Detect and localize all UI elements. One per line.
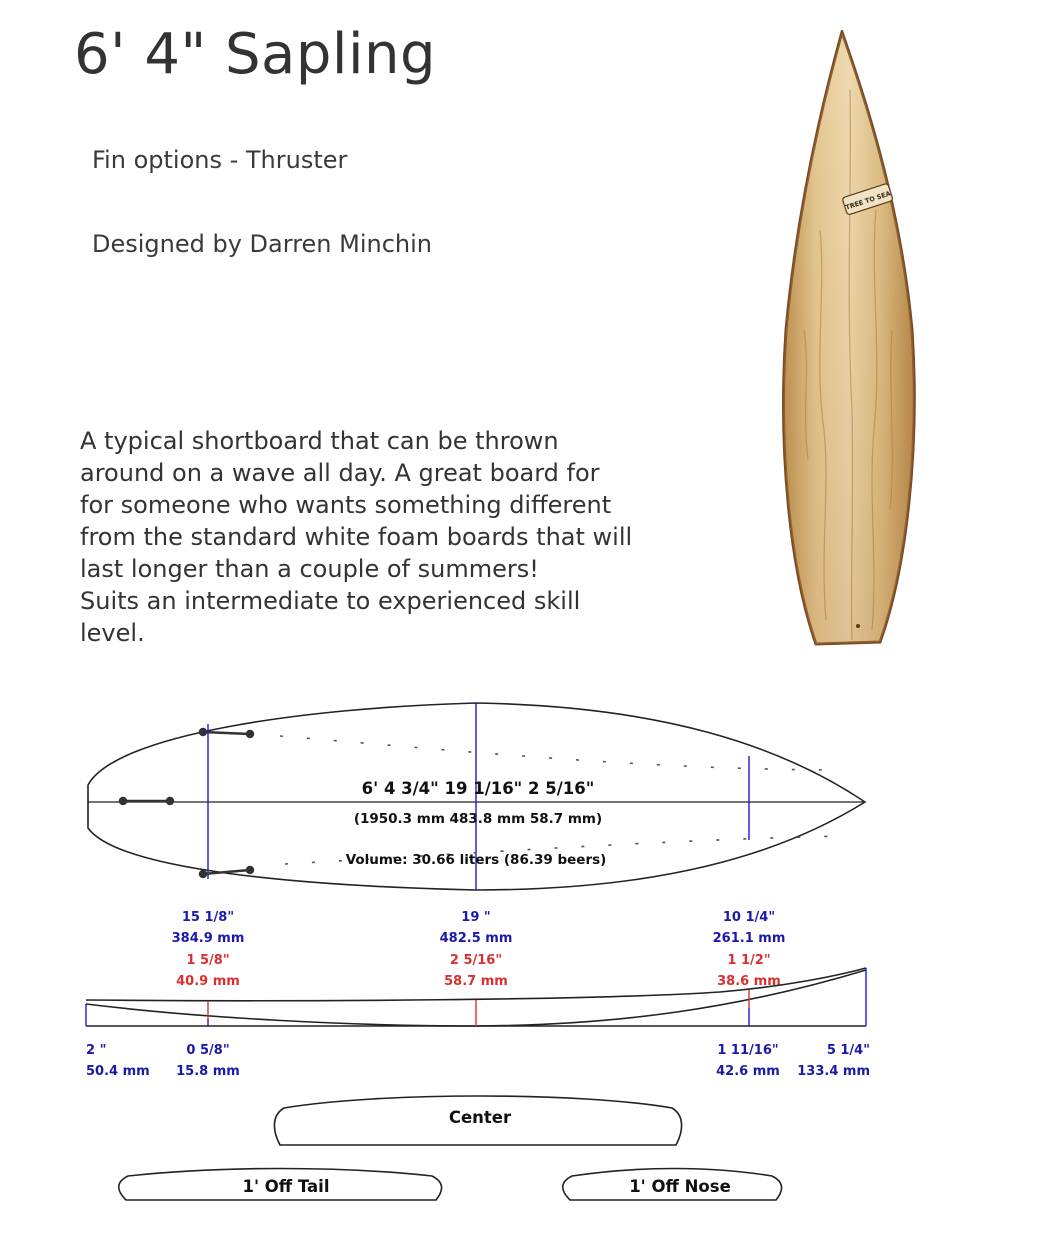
nose-width-in: 10 1/4" bbox=[722, 910, 776, 925]
tail-thickness-in: 1 5/8" bbox=[186, 953, 230, 968]
volume-label: Volume: 30.66 liters (86.39 beers) bbox=[345, 852, 607, 868]
svg-text:TREE TO SEA: TREE TO SEA bbox=[844, 189, 892, 212]
section-nose-label: 1' Off Nose bbox=[629, 1177, 731, 1196]
rocker-tail-end-mm: 50.4 mm bbox=[86, 1064, 150, 1079]
nose-thickness-in: 1 1/2" bbox=[727, 953, 771, 968]
section-center-label: Center bbox=[448, 1108, 512, 1127]
rocker-nose-1ft-in: 1 11/16" bbox=[717, 1043, 779, 1058]
plan-view bbox=[88, 703, 865, 890]
designer: Designed by Darren Minchin bbox=[92, 230, 433, 258]
dims-imperial: 6' 4 3/4" 19 1/16" 2 5/16" bbox=[361, 779, 595, 798]
center-width-in: 19 " bbox=[461, 910, 491, 925]
rocker-nose-1ft-mm: 42.6 mm bbox=[716, 1064, 780, 1079]
center-thickness-mm: 58.7 mm bbox=[444, 974, 508, 989]
rocker-labels bbox=[86, 1043, 870, 1079]
tail-thickness-mm: 40.9 mm bbox=[176, 974, 240, 989]
nose-thickness-mm: 38.6 mm bbox=[717, 974, 781, 989]
rocker-nose-end-in: 5 1/4" bbox=[826, 1043, 870, 1058]
board-description: A typical shortboard that can be thrown around on a wave all day. A great board for for someone who wants something different from the standard white foam boards that will last longer than a couple of summers! Suits an intermediate to experienced skill level. bbox=[80, 427, 633, 647]
cross-sections bbox=[119, 1096, 782, 1200]
rocker-nose-end-mm: 133.4 mm bbox=[797, 1064, 870, 1079]
board-dimension-diagram bbox=[0, 690, 1038, 1242]
fin-options: Fin options - Thruster bbox=[92, 146, 348, 174]
fin-icon bbox=[120, 729, 253, 877]
surfboard-photo bbox=[780, 30, 920, 650]
station-labels bbox=[172, 910, 786, 989]
section-tail-label: 1' Off Tail bbox=[242, 1177, 330, 1196]
center-thickness-in: 2 5/16" bbox=[449, 953, 503, 968]
dims-metric: (1950.3 mm 483.8 mm 58.7 mm) bbox=[353, 811, 603, 827]
nose-width-mm: 261.1 mm bbox=[712, 931, 786, 946]
tail-width-in: 15 1/8" bbox=[181, 910, 235, 925]
rocker-tail-1ft-in: 0 5/8" bbox=[186, 1043, 230, 1058]
rocker-tail-end-in: 2 " bbox=[86, 1043, 107, 1058]
rocker-tail-1ft-mm: 15.8 mm bbox=[176, 1064, 240, 1079]
tail-width-mm: 384.9 mm bbox=[171, 931, 245, 946]
page-title: 6' 4" Sapling bbox=[74, 22, 437, 87]
center-width-mm: 482.5 mm bbox=[439, 931, 513, 946]
